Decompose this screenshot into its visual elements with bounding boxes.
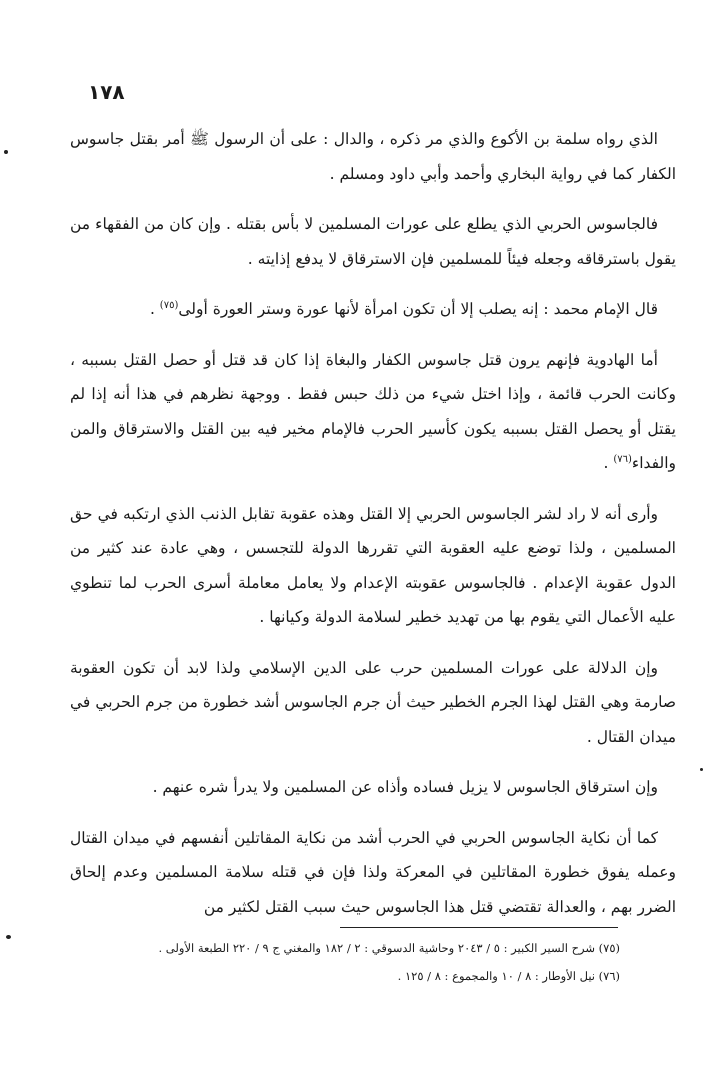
scan-speck [4, 150, 8, 154]
paragraph-1: الذي رواه سلمة بن الأكوع والذي مر ذكره ، والدال : على أن الرسول ﷺ أمر بقتل جاسوس الكفار كما في رواية البخاري وأحمد وأبي داود ومسلم . [70, 130, 676, 183]
page-number: ١٧٨ [88, 80, 125, 104]
paragraph-8: كما أن نكاية الجاسوس الحربي في الحرب أشد من نكاية المقاتلين أنفسهم في ميدان القتال وعمله يفوق خطورة المقاتلين في المعركة ولذا فإن في قتله سلامة المسلمين وعدم إلحاق الضرر بهم ، والعدالة تقتضي قتل هذا الجاسوس حيث سبب القتل لكثير من [70, 828, 676, 916]
footnotes [120, 934, 620, 990]
paragraph-5: وأرى أنه لا راد لشر الجاسوس الحربي إلا القتل وهذه عقوبة تقابل الذنب الذي ارتكبه في حق المسلمين ، ولذا توضع عليه العقوبة التي تقررها الدولة للتجسس ، وهي عادة عند كثير من الدول عقوبة الإعدام . فالجاسوس عقوبته الإعدام ولا يعامل معاملة أسرى الحرب لما تنطوي عليه الأعمال التي يقوم بها من تهديد خطير لسلامة الدولة وكيانها . [70, 504, 676, 626]
footnote-ref-75: (٧٥) [159, 299, 179, 311]
paragraph-7: وإن استرقاق الجاسوس لا يزيل فساده وأذاه عن المسلمين ولا يدرأ شره عنهم . [152, 778, 658, 796]
scan-speck [6, 935, 11, 939]
footnote-separator [340, 927, 618, 928]
footnote-75: (٧٥) شرح السير الكبير : ٥ / ٢٠٤٣ وحاشية الدسوقي : ٢ / ١٨٢ والمغني ج ٩ / ٢٢٠ الطبعة الأولى . [158, 941, 620, 955]
footnote-76: (٧٦) نيل الأوطار : ٨ / ١٠ والمجموع : ٨ / ١٢٥ . [397, 969, 620, 983]
body-text [70, 122, 676, 924]
footnote-ref-76: (٧٦) [613, 453, 632, 465]
paragraph-4: أما الهادوية فإنهم يرون قتل جاسوس الكفار والبغاة إذا كان قد قتل أو حصل القتل بسببه ، وكانت الحرب قائمة ، وإذا اختل شيء من ذلك حبس فقط . ووجهة نظرهم في هذا أنه إذا لم يقتل أو يحصل القتل بسببه يكون كأسير الحرب فالإمام مخير فيه بين القتل والاسترقاق والمن والفداء$^{(٧٦)}$ . [70, 350, 676, 472]
paragraph-2: فالجاسوس الحربي الذي يطلع على عورات المسلمين لا بأس بقتله . وإن كان من الفقهاء من يقول باسترقاقه وجعله فيئاً للمسلمين فإن الاسترقاق لا يدفع إذايته . [70, 215, 676, 268]
scan-speck [700, 768, 703, 771]
paragraph-6: وإن الدلالة على عورات المسلمين حرب على الدين الإسلامي ولذا لابد أن تكون العقوبة صارمة وهي القتل لهذا الجرم الخطير حيث أن جرم الجاسوس أشد خطورة من جرم الحربي في ميدان القتال . [70, 658, 676, 746]
paragraph-3: قال الإمام محمد : إنه يصلب إلا أن تكون امرأة لأنها عورة وستر العورة أولى$^{(٧٥)}$ . [149, 299, 658, 318]
